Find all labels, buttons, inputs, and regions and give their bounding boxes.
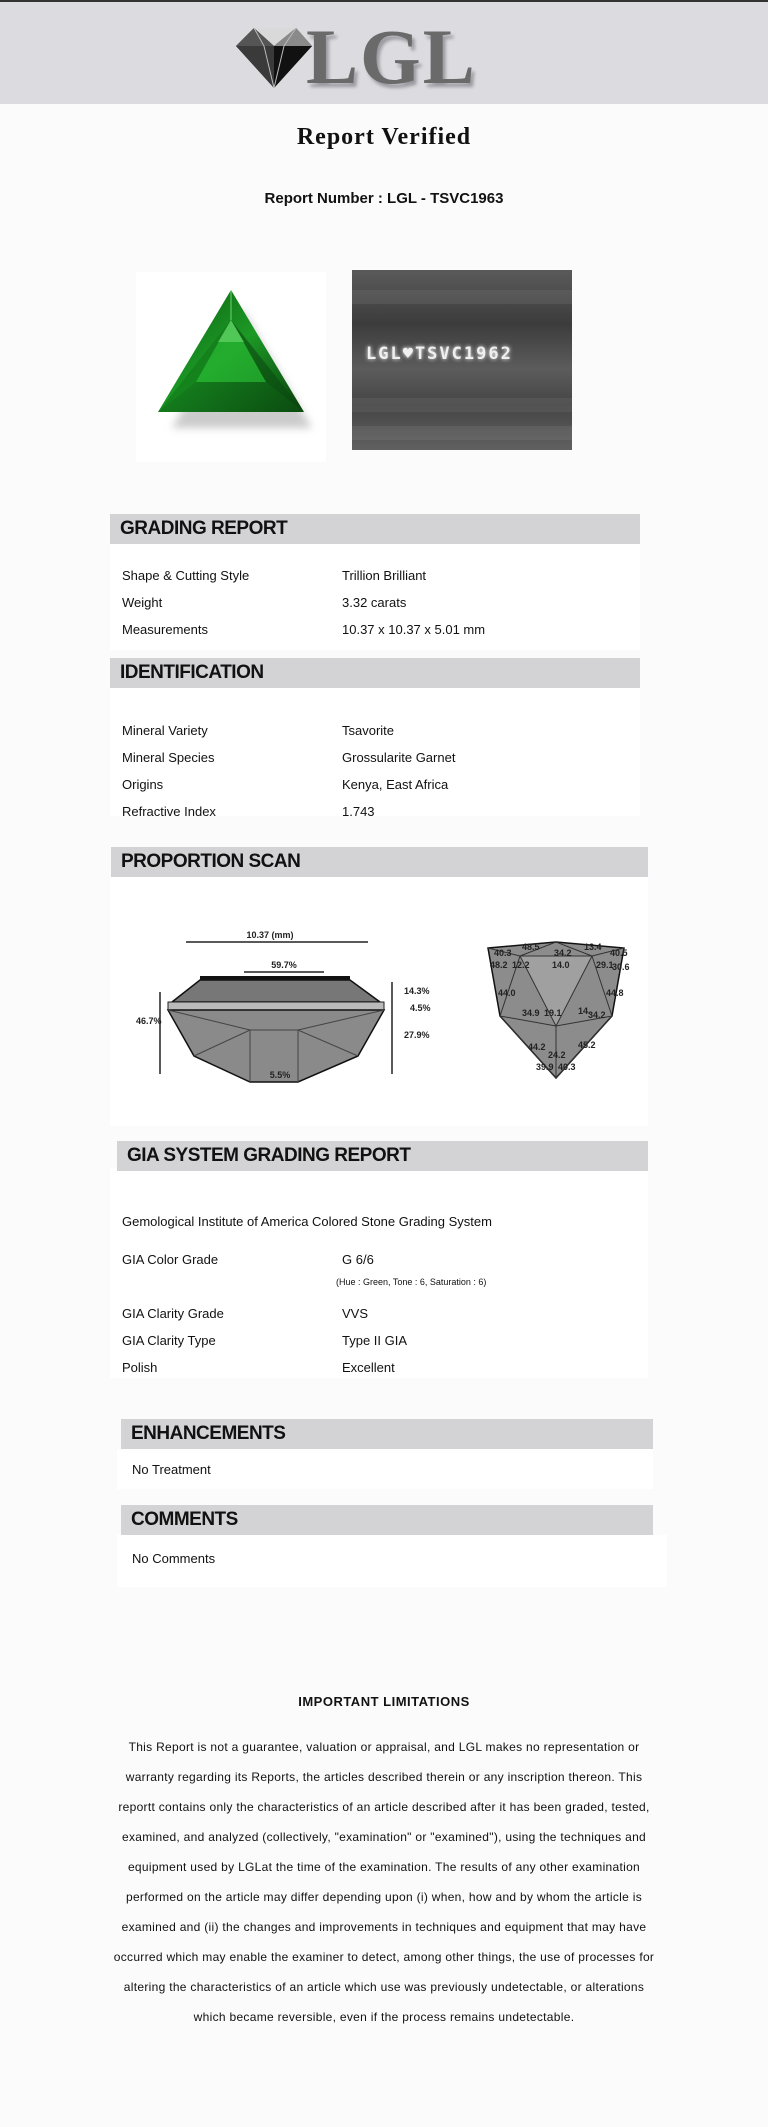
pavilion-depth-label: 27.9%	[404, 1030, 430, 1040]
mineral-species-value: Grossularite Garnet	[342, 750, 456, 765]
width-label: 10.37 (mm)	[246, 930, 294, 940]
gemstone-photo	[136, 272, 326, 462]
laser-inscription: LGL♥TSVC1962	[366, 344, 513, 364]
refractive-index-value: 1.743	[342, 804, 375, 819]
girdle-label: 4.5%	[410, 1003, 431, 1013]
clarity-type-value: Type II GIA	[342, 1333, 408, 1348]
comments-text: No Comments	[132, 1551, 216, 1566]
comments-heading: COMMENTS	[121, 1505, 653, 1535]
facet-angle-label: 44.8	[606, 988, 624, 998]
shape-value: Trillion Brilliant	[342, 568, 427, 583]
crown-shape	[172, 980, 380, 1002]
header-banner	[0, 2, 768, 104]
shape-label: Shape & Cutting Style	[122, 568, 250, 583]
origins-value: Kenya, East Africa	[342, 777, 449, 792]
refractive-index-label: Refractive Index	[122, 804, 216, 819]
gia-color-note: (Hue : Green, Tone : 6, Saturation : 6)	[336, 1277, 487, 1287]
gia-heading: GIA SYSTEM GRADING REPORT	[117, 1141, 648, 1171]
photo-streak	[352, 426, 572, 440]
measurements-label: Measurements	[122, 622, 208, 637]
diamond-logo-icon	[234, 22, 314, 92]
facet-angle-label: 30.6	[612, 962, 630, 972]
facet-angle-label: 14.0	[552, 960, 570, 970]
table-label: 59.7%	[271, 960, 297, 970]
mineral-species-label: Mineral Species	[122, 750, 215, 765]
facet-angle-label: 19.1	[544, 1008, 562, 1018]
gia-color-value: G 6/6	[342, 1252, 374, 1267]
origins-label: Origins	[122, 777, 164, 792]
photo-streak	[352, 290, 572, 304]
clarity-grade-value: VVS	[342, 1306, 369, 1321]
photo-streak	[352, 398, 572, 412]
facet-angle-label: 34.2	[588, 1010, 606, 1020]
limitations-text: This Report is not a guarantee, valuation or appraisal, and LGL makes no representation or warranty regarding its Reports, the articles described therein or any inscription thereon. This reportt contains only the characteristics of an article described after it has been graded, tested, examined, and analyzed (collectively, "examination" or "examined"), using the techniques and equipment used by LGLat the time of the examination. The results of any other examination performed on the article may differ depending upon (i) when, how and by whom the article is examined and (ii) the changes and improvements in techniques and equipment that may have occurred which may enable the examiner to detect, among other things, the use of processes for altering the characteristics of an article which use was previously undetectable, or alterations which became reversible, even if the process remains undetectable.	[113, 1740, 655, 2024]
measurements-value: 10.37 x 10.37 x 5.01 mm	[342, 622, 486, 637]
facet-angle-label: 14.	[578, 1006, 591, 1016]
weight-label: Weight	[122, 595, 163, 610]
facet-angle-label: 44.2	[528, 1042, 546, 1052]
lgl-logo[interactable]	[232, 13, 492, 100]
limitations-title: IMPORTANT LIMITATIONS	[298, 1694, 470, 1709]
girdle-shape	[168, 1002, 384, 1010]
gia-color-label: GIA Color Grade	[122, 1252, 219, 1267]
facet-angle-label: 24.2	[548, 1050, 566, 1060]
culet-label: 5.5%	[269, 1070, 291, 1080]
facet-angle-label: 39.9	[536, 1062, 554, 1072]
facet-angle-label: 40.5	[610, 948, 628, 958]
facet-angle-label: 48.2	[490, 960, 508, 970]
mineral-variety-label: Mineral Variety	[122, 723, 208, 738]
facet-angle-label: 13.4	[584, 942, 602, 952]
facet-angle-label: 12.2	[512, 960, 530, 970]
gia-intro: Gemological Institute of America Colored Stone Grading System	[122, 1214, 492, 1229]
facet-angle-label: 40.3	[558, 1062, 576, 1072]
facet-angle-label: 45.2	[578, 1040, 596, 1050]
polish-label: Polish	[122, 1360, 158, 1375]
facet-angle-label: 34.9	[522, 1008, 540, 1018]
logo-text: LGL	[306, 13, 477, 100]
depth-label: 46.7%	[136, 1016, 162, 1026]
clarity-type-label: GIA Clarity Type	[122, 1333, 216, 1348]
inscription-photo	[352, 270, 572, 450]
table-facet	[200, 976, 350, 980]
facet-angle-label: 44.0	[498, 988, 516, 998]
facet-angle-label: 40.3	[494, 948, 512, 958]
page-title: Report Verified	[296, 124, 472, 150]
top-view-diagram	[472, 906, 640, 1116]
crown-height-label: 14.3%	[404, 986, 430, 996]
weight-value: 3.32 carats	[342, 595, 407, 610]
polish-value: Excellent	[342, 1360, 395, 1375]
clarity-grade-label: GIA Clarity Grade	[122, 1306, 224, 1321]
proportion-scan-heading: PROPORTION SCAN	[111, 847, 648, 877]
report-number: Report Number : LGL - TSVC1963	[264, 190, 504, 207]
identification-heading: IDENTIFICATION	[110, 658, 640, 688]
enhancements-text: No Treatment	[132, 1462, 211, 1477]
mineral-variety-value: Tsavorite	[342, 723, 395, 738]
facet-angle-label: 29.1	[596, 960, 614, 970]
facet-angle-label: 48.5	[522, 942, 540, 952]
side-profile-diagram	[118, 906, 448, 1116]
enhancements-heading: ENHANCEMENTS	[121, 1419, 653, 1449]
facet-angle-label: 34.2	[554, 948, 572, 958]
grading-report-heading: GRADING REPORT	[110, 514, 640, 544]
